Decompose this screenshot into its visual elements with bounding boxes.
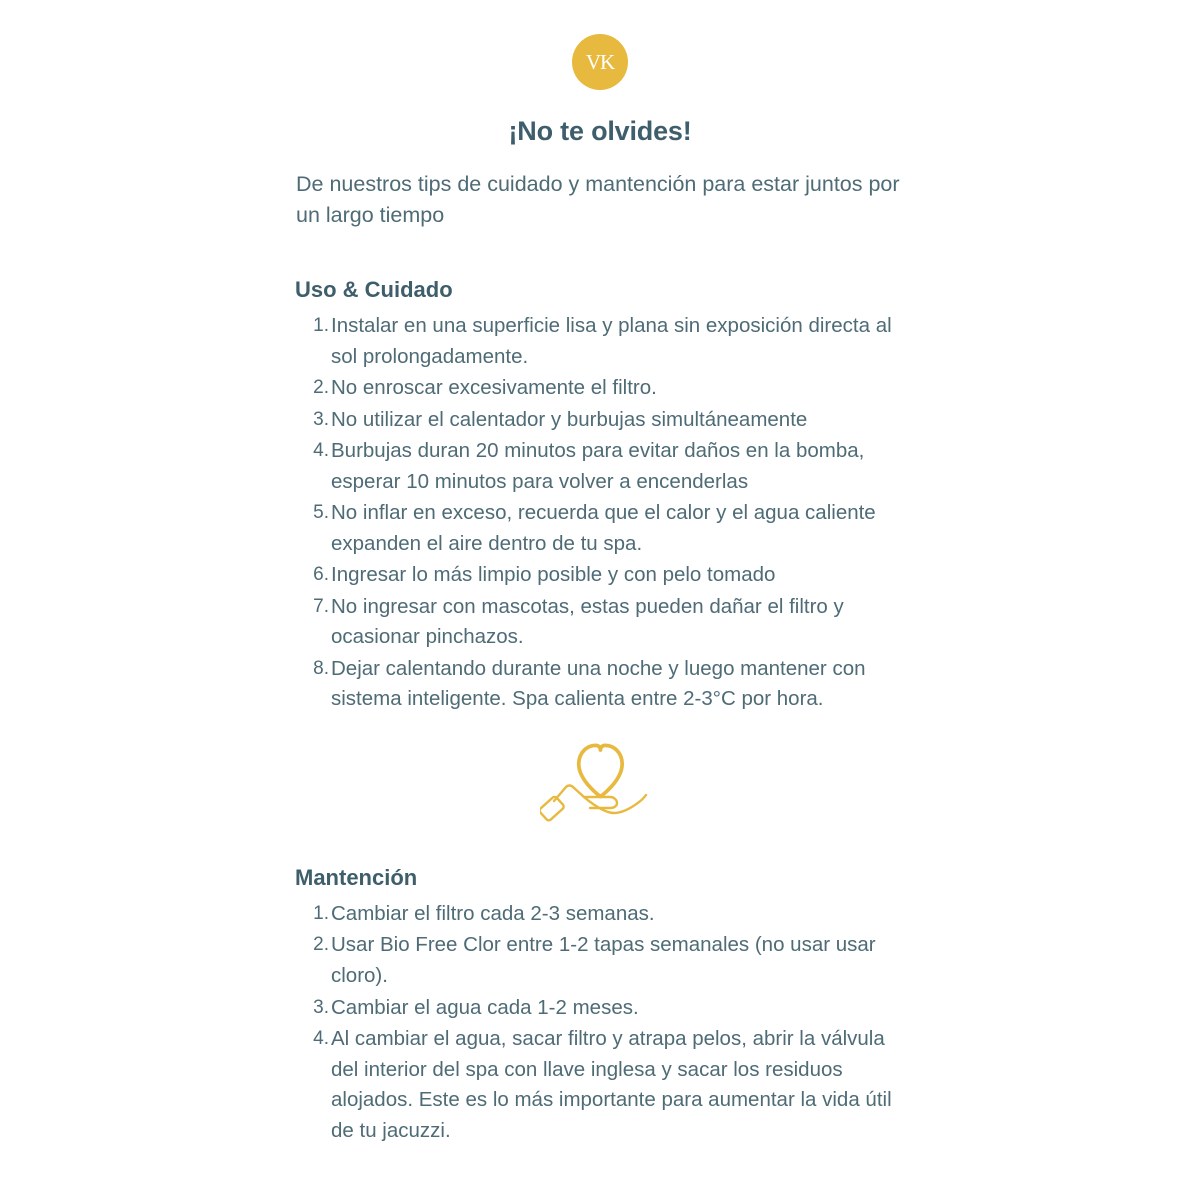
- section-title-uso: Uso & Cuidado: [295, 277, 453, 303]
- logo-circle: [572, 34, 628, 90]
- logo-monogram: VK: [585, 49, 615, 74]
- section-uso-cuidado: [295, 277, 905, 715]
- brand-logo: [0, 0, 1200, 90]
- list-item-number: 1.: [313, 315, 329, 337]
- list-item-number: 8.: [313, 657, 329, 679]
- list-item-text: No ingresar con mascotas, estas pueden dañar el filtro y ocasionar pinchazos.: [331, 594, 844, 649]
- list-mantencion: [295, 899, 905, 1146]
- list-item: [295, 405, 905, 436]
- list-item-text: Ingresar lo más limpio posible y con pelo tomado: [331, 563, 776, 587]
- list-item: [295, 1024, 905, 1146]
- list-item-text: Instalar en una superficie lisa y plana sin exposición directa al sol prolongadamente.: [331, 314, 892, 368]
- list-item: [295, 373, 905, 404]
- section-mantencion: [295, 865, 905, 1146]
- list-item-text: Al cambiar el agua, sacar filtro y atrapa pelos, abrir la válvula del interior del spa con llave inglesa y sacar los residuos alojados. Este es lo más importante para aumentar la vida útil de tu jacuzzi.: [331, 1027, 892, 1142]
- list-uso-cuidado: [295, 311, 905, 715]
- list-item: [295, 930, 905, 991]
- list-item: [295, 654, 905, 715]
- list-item-text: Cambiar el agua cada 1-2 meses.: [331, 995, 639, 1019]
- list-item-number: 4.: [313, 1028, 329, 1050]
- list-item-text: No enroscar excesivamente el filtro.: [331, 376, 657, 400]
- list-item: [295, 498, 905, 559]
- hand-holding-heart-icon: [540, 721, 660, 829]
- list-item-text: No inflar en exceso, recuerda que el calor y el agua caliente expanden el aire dentro de tu spa.: [331, 501, 876, 555]
- list-item-text: Burbujas duran 20 minutos para evitar daños en la bomba, esperar 10 minutos para volver a encenderlas: [331, 439, 865, 493]
- page-subtitle: De nuestros tips de cuidado y mantención para estar juntos por un largo tiempo: [296, 172, 900, 227]
- list-item: [295, 436, 905, 497]
- list-item: [295, 592, 905, 653]
- list-item-text: Usar Bio Free Clor entre 1-2 tapas semanales (no usar usar cloro).: [331, 933, 876, 987]
- list-item: [295, 560, 905, 591]
- list-item-number: 6.: [313, 564, 329, 586]
- list-item: [295, 899, 905, 930]
- list-item-number: 2.: [313, 377, 329, 399]
- list-item-number: 3.: [313, 408, 329, 430]
- list-item-number: 2.: [313, 934, 329, 956]
- list-item-text: Cambiar el filtro cada 2-3 semanas.: [331, 901, 655, 925]
- list-item: [295, 311, 905, 372]
- list-item: [295, 993, 905, 1024]
- list-item-number: 5.: [313, 502, 329, 524]
- list-item-number: 3.: [313, 996, 329, 1018]
- list-item-number: 1.: [313, 902, 329, 924]
- list-item-number: 4.: [313, 440, 329, 462]
- list-item-text: Dejar calentando durante una noche y luego mantener con sistema inteligente. Spa calienta entre 2-3°C por hora.: [331, 656, 866, 711]
- list-item-number: 7.: [313, 595, 329, 617]
- section-title-mantencion: Mantención: [295, 864, 418, 890]
- list-item-text: No utilizar el calentador y burbujas simultáneamente: [331, 407, 808, 431]
- illustration-hand-holding-heart: [0, 721, 1200, 831]
- page-title: ¡No te olvides!: [508, 116, 692, 146]
